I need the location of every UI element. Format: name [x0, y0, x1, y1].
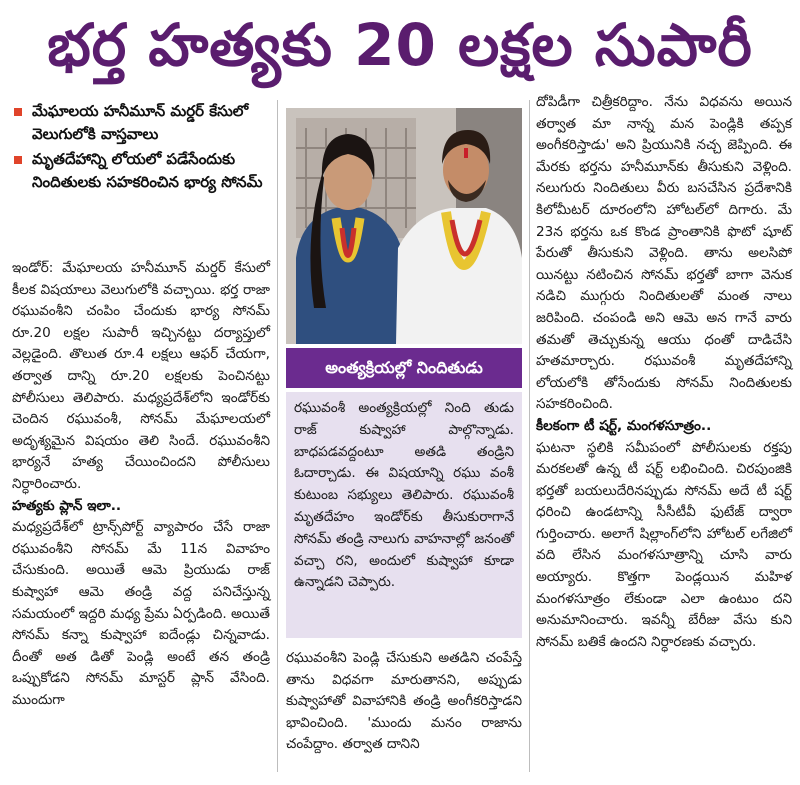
photo-caption: అంత్యక్రియల్లో నిందితుడు — [286, 348, 522, 388]
summary-bullets — [12, 100, 270, 196]
couple-photo — [286, 108, 522, 344]
box-text: రఘువంశీ అంత్యక్రియల్లో నింది తుడు రాజ్ కుష్వాహా పాల్గొన్నాడు. బాధపడవద్దంటూ అతడి తండ్రిని ఓదార్చాడు. ఈ విషయాన్ని రఘు వంశీ కుటుంబ సభ్యులు తెలిపారు. రఘువంశీ మృతదేహం ఇండోర్‌కు తీసుకురాగానే సోనమ్ తండ్రి నాలుగు వాహనాల్లో జనంతో వచ్చా రని, అందులో కుష్వాహా కూడా ఉన్నాడని చెప్పారు. — [294, 400, 514, 591]
paragraph: ఇండోర్: మేఘాలయ హనీమూన్ మర్డర్ కేసులో కీలక విషయాలు వెలుగులోకి వచ్చాయి. భర్త రాజా రఘువంశీని చంపిం చేందుకు భార్య సోనమ్ రూ.20 లక్షల సుపారీ ఇచ్చినట్టు దర్యాప్తులో వెల్లడైంది. తొలుత రూ.4 లక్షలు ఆఫర్ చేయగా, తర్వాత దాన్ని రూ.20 లక్షలకు పెంచినట్టు పోలీసులు తెలిపారు. మధ్యప్రదేశ్‌లోని ఇండోర్‌కు చెందిన రఘువంశీ, సోనమ్ మేఘాలయలో అదృశ్యమైన విషయం తెలి సిందే. రఘువంశీని భార్యనే హత్య చేయించిందని పోలీసులు నిర్ధారించారు. — [12, 260, 270, 492]
bullet-square-icon — [14, 156, 22, 164]
headline: భర్త హత్యకు 20 లక్షల సుపారీ — [47, 11, 753, 79]
column-2-continued — [286, 648, 522, 756]
paragraph: ఘటనా స్థలికి సమీపంలో పోలీసులకు రక్తపు మరకలతో ఉన్న టీ షర్ట్ లభించింది. చిరపుంజికి భర్తతో బయలుదేరినప్పుడు సోనమ్ అదే టీ షర్ట్ ధరించి ఉండటాన్ని సీసీటీవీ ఫుటేజ్ ద్వారా గుర్తించారు. అలాగే షిల్లాంగ్‌లోని హోటల్ లగేజిలో వది లేసిన మంగళసూత్రాన్ని చూసి వారు అయ్యారు. కొత్తగా పెండ్లయిన మహిళ మంగళసూత్రం లేకుండా ఎలా ఉంటుం దని అనుమానించారు. ఇవన్నీ బేరీజు వేసు కుని సోనమ్ బతికే ఉందని నిర్ధారణకు వచ్చారు. — [536, 439, 792, 650]
column-1 — [12, 258, 270, 711]
column-divider — [277, 100, 278, 772]
paragraph: మధ్యప్రదేశ్‌లో ట్రాన్స్‌పోర్ట్ వ్యాపారం చేసే రాజా రఘువంశీని సోనమ్ మే 11న వివాహం చేసుకుంది. అయితే ఆమె ప్రియుడు రాజ్ కుష్వాహా ఆమె తండ్రి వద్ద పనిచేస్తున్న సమయంలో ఇద్దరి మధ్య ప్రేమ ఏర్పడింది. అయితే సోనమ్ కన్నా కుష్వాహా ఐదేండ్లు చిన్నవాడు. దీంతో అత డితో పెండ్లి అంటే తన తండ్రి ఒప్పుకోడని సోనమ్ మాస్టర్ ప్లాన్ వేసింది. ముందుగా — [12, 519, 270, 708]
bullet-item — [12, 100, 270, 146]
column-divider — [529, 100, 530, 772]
subheading: కీలకంగా టీ షర్ట్, మంగళసూత్రం.. — [536, 417, 712, 434]
column-3 — [536, 92, 792, 653]
subheading: హత్యకు ప్లాన్ ఇలా.. — [12, 497, 122, 514]
bullet-square-icon — [14, 108, 22, 116]
bullet-item — [12, 148, 270, 194]
paragraph: దోపిడీగా చిత్రీకరిద్దాం. నేను విధవను అయిన తర్వాత మా నాన్న మన పెండ్లికి తప్పక అంగీకరిస్తాడు' అని ప్రియునికి నచ్చ జెప్పింది. ఈ మేరకు భర్తను హనీమూన్‌కు తీసుకుని వెళ్లింది. నలుగురు నిందితులు వీరు బసచేసిన ప్రదేశానికి కిలోమీటర్ దూరంలోని హోటల్‌లో దిగారు. మే 23న భర్తను ఒక కొండ ప్రాంతానికి ఫొటో షూట్ పేరుతో తీసుకుని వెళ్లింది. తాను అలసిపో యినట్టు నటించిన సోనమ్ భర్తతో బాగా వెనుక నడిచి ముగ్గురు నిందితులతో మంత నాలు జరిపింది. చంపండి అని ఆమె అన గానే వారు తమతో తెచ్చుకున్న ఆయు ధంతో దాడిచేసి హతమార్చారు. రఘువంశీ మృతదేహాన్ని లోయలోకి తోసేందుకు సోనమ్ నిందితులకు సహకరించింది. — [536, 94, 792, 413]
sidebar-box — [286, 392, 522, 638]
bullet-text: మృతదేహాన్ని లోయలో పడేసేందుకు నిందితులకు సహకరించిన భార్య సోనమ్ — [32, 150, 263, 191]
photo-illustration — [286, 108, 522, 344]
bullet-text: మేఘాలయ హనీమూన్ మర్డర్ కేసులో వెలుగులోకి వాస్తవాలు — [32, 102, 249, 143]
paragraph: రఘువంశీని పెండ్లి చేసుకుని అతడిని చంపేస్తే తాను విధవగా మారుతానని, అప్పుడు కుష్వాహాతో వివాహానికి తండ్రి అంగీకరిస్తాడని భావించింది. 'ముందు మనం రాజాను చంపేద్దాం. తర్వాత దానిని — [286, 650, 522, 753]
